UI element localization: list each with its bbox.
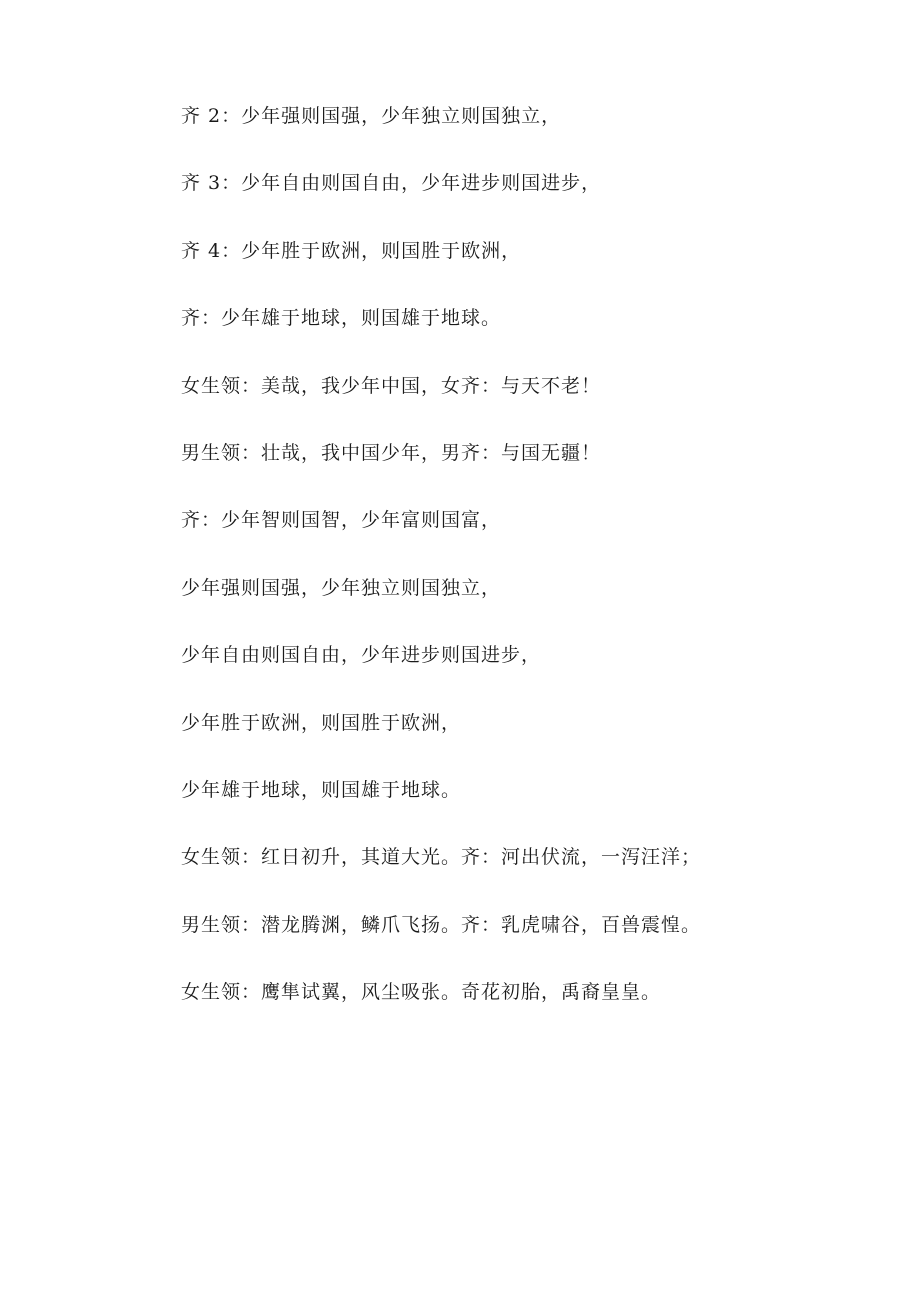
text-line: 齐 4：少年胜于欧洲，则国胜于欧洲， xyxy=(181,239,522,262)
document-body xyxy=(181,102,881,1045)
text-line: 女生领：鹰隼试翼，风尘吸张。奇花初胎，禹裔皇皇。 xyxy=(181,981,662,1004)
text-line: 齐：少年智则国智，少年富则国富， xyxy=(181,509,502,532)
text-line: 少年胜于欧洲，则国胜于欧洲， xyxy=(181,711,462,734)
text-line: 男生领：潜龙腾渊，鳞爪飞扬。齐：乳虎啸谷，百兽震惶。 xyxy=(181,913,702,936)
text-line: 齐 3：少年自由则国自由，少年进步则国进步， xyxy=(181,172,602,195)
text-line: 女生领：美哉，我少年中国，女齐：与天不老！ xyxy=(181,374,602,397)
text-line: 少年雄于地球，则国雄于地球。 xyxy=(181,778,462,801)
text-line: 齐：少年雄于地球，则国雄于地球。 xyxy=(181,307,502,330)
text-line: 少年强则国强，少年独立则国独立， xyxy=(181,576,502,599)
text-line: 齐 2：少年强则国强，少年独立则国独立， xyxy=(181,105,562,127)
text-line: 少年自由则国自由，少年进步则国进步， xyxy=(181,644,542,667)
text-line: 男生领：壮哉，我中国少年，男齐：与国无疆！ xyxy=(181,441,602,464)
text-line: 女生领：红日初升，其道大光。齐：河出伏流，一泻汪洋； xyxy=(181,846,702,869)
